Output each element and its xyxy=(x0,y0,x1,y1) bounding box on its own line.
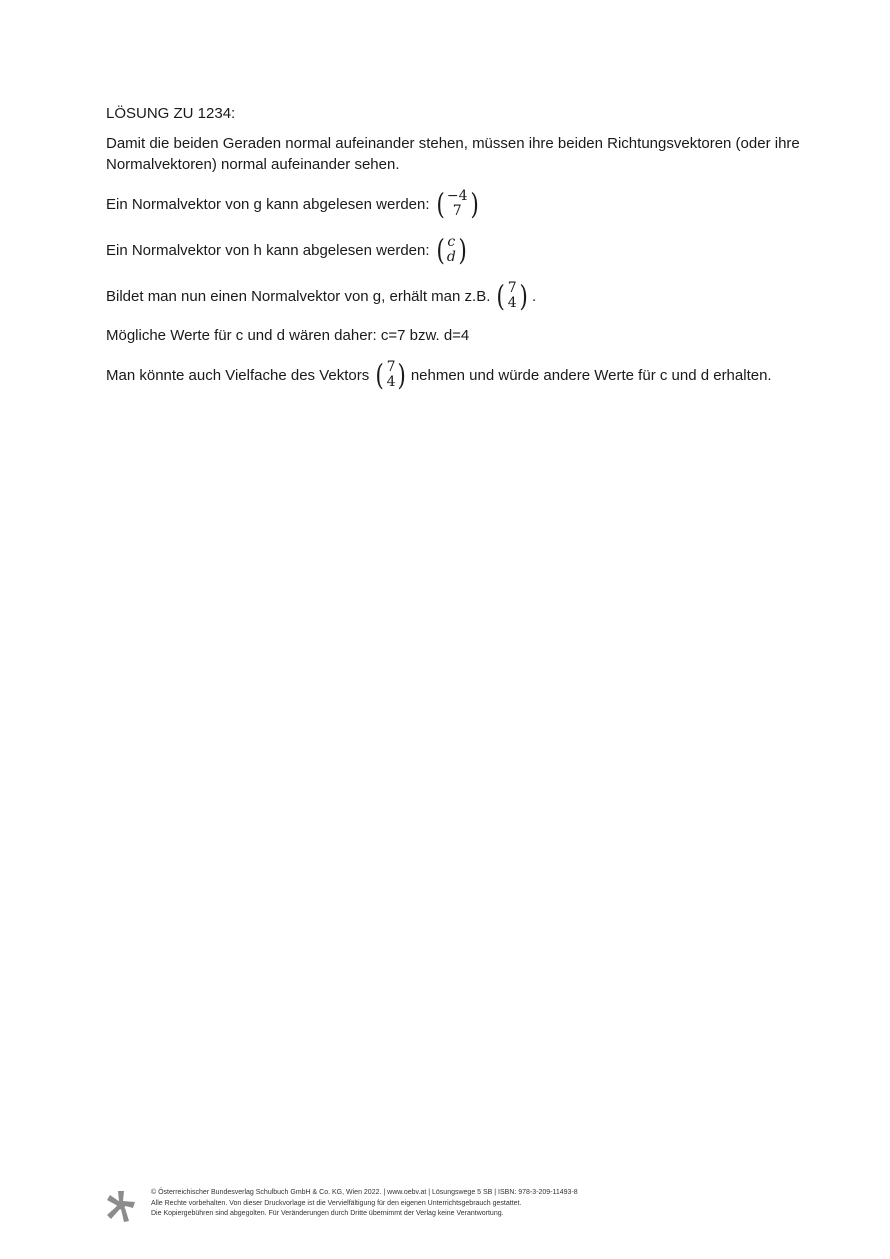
vector-h-bottom: d xyxy=(446,249,456,265)
vector-g xyxy=(435,189,480,219)
copyright-notice xyxy=(151,1188,578,1220)
bildet-period: . xyxy=(531,287,537,305)
copyright-line-2: Alle Rechte vorbehalten. Von dieser Druckvorlage ist die Vervielfältigung für den eigenen Unterrichtsgebrauch gestattet. xyxy=(151,1199,522,1207)
copyright-line-1: © Österreichischer Bundesverlag Schulbuch GmbH & Co. KG, Wien 2022. | www.oebv.at | Lösungswege 5 SB | ISBN: 978-3-209-11493-8 xyxy=(151,1189,578,1196)
page-footer xyxy=(106,1188,578,1222)
vector-example xyxy=(495,281,529,311)
multiples-text-after: nehmen und würde andere Werte für c und d erhalten. xyxy=(410,366,772,384)
intro-paragraph: Damit die beiden Geraden normal aufeinander stehen, müssen ihre beiden Richtungsvektoren (oder ihre Normalvektoren) normal aufeinander sehen. xyxy=(106,135,800,173)
vector-g-bottom: 7 xyxy=(452,203,462,219)
vector-multiple xyxy=(374,360,408,390)
normal-vector-g-text: Ein Normalvektor von g kann abgelesen werden: xyxy=(106,195,430,213)
right-paren: ) xyxy=(519,279,528,313)
vector-example-top: 7 xyxy=(507,280,517,296)
copyright-line-3: Die Kopiergebühren sind abgegolten. Für Veränderungen durch Dritte übernimmt der Verlag keine Verantwortung. xyxy=(151,1210,504,1217)
multiples-line xyxy=(106,358,826,392)
normal-vector-h-line xyxy=(106,233,826,267)
bildet-text: Bildet man nun einen Normalvektor von g, erhält man z.B. xyxy=(106,287,491,305)
left-paren: ( xyxy=(435,187,445,221)
vector-h xyxy=(435,235,469,265)
left-paren: ( xyxy=(435,233,445,267)
multiples-text-before: Man könnte auch Vielfache des Vektors xyxy=(106,366,370,384)
solution-content xyxy=(106,103,826,404)
vector-multiple-bottom: 4 xyxy=(386,374,396,390)
left-paren: ( xyxy=(375,358,385,392)
right-paren: ) xyxy=(458,233,467,267)
oebv-asterisk-logo-icon xyxy=(106,1190,136,1222)
vector-h-top: c xyxy=(447,234,456,250)
right-paren: ) xyxy=(397,358,407,392)
normal-vector-g-line xyxy=(106,187,826,221)
vector-multiple-top: 7 xyxy=(386,359,396,375)
vector-g-top: −4 xyxy=(446,188,468,204)
left-paren: ( xyxy=(496,279,506,313)
page-title: LÖSUNG ZU 1234: xyxy=(106,105,236,122)
bildet-line xyxy=(106,279,826,313)
possible-values-line: Mögliche Werte für c und d wären daher: c=7 bzw. d=4 xyxy=(106,327,470,344)
vector-example-bottom: 4 xyxy=(507,295,517,311)
normal-vector-h-text: Ein Normalvektor von h kann abgelesen werden: xyxy=(106,241,430,259)
right-paren: ) xyxy=(469,187,479,221)
